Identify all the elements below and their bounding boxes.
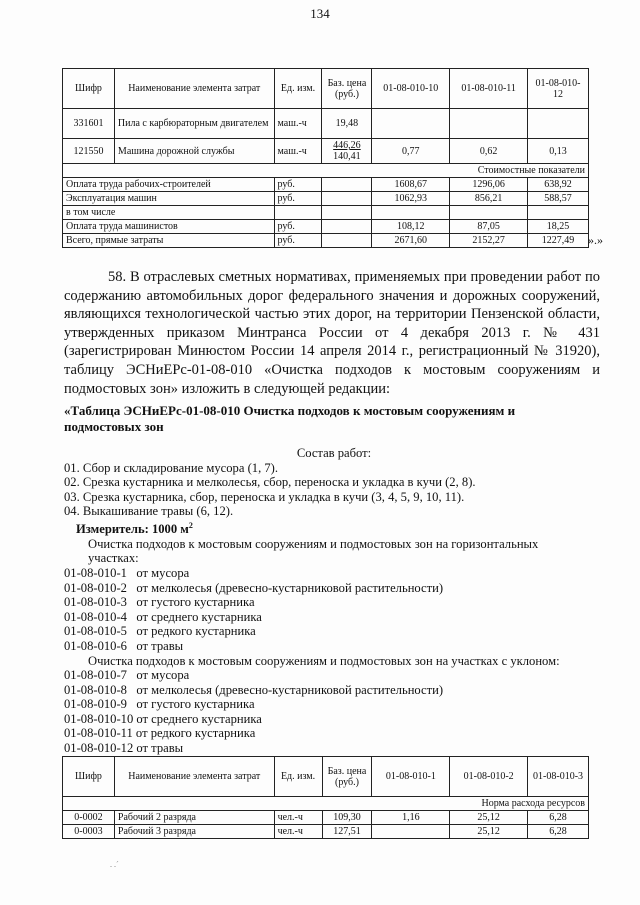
header-name: Наименование элемента затрат: [114, 69, 274, 109]
section-label: Норма расхода ресурсов: [63, 797, 589, 811]
table-row: Оплата труда машинистов руб. 108,12 87,05 18,25: [63, 220, 589, 234]
list-item: 01. Сбор и складирование мусора (1, 7).: [64, 460, 279, 475]
work-description: [64, 446, 604, 756]
list-item: 03. Срезка кустарника, сбор, переноска и укладка в кучи (3, 4, 5, 9, 10, 11).: [64, 489, 465, 504]
amendment-paragraph: 58. В отраслевых сметных нормативах, применяемых при проведении работ по содержанию автомобильных дорог федерального значения и дорожных сооружений, являющихся технологической частью этих дорог, на территории Пензенской области, утвержденных приказом Минтранса России от 4 декабря 2013 г. № 431 (зарегистрирован Минюстом России 14 апреля 2014 г., регистрационный № 31920), таблицу ЭСНиЕРс-01-08-010 «Очистка подходов к мостовым сооружениям и подмостовых зон» изложить в следующей редакции:: [64, 269, 600, 397]
list-item: 01-08-010-11 от редкого кустарника: [64, 726, 256, 741]
list-item: 01-08-010-8 от мелколесья (древесно-кустарниковой растительности): [64, 682, 444, 697]
group1-title-cont: участках:: [88, 551, 139, 566]
header-col1: 01-08-010-10: [372, 69, 450, 109]
page-number: 134: [310, 6, 330, 21]
list-item: 02. Срезка кустарника и мелколесья, сбор, переноска и укладка в кучи (2, 8).: [64, 475, 476, 490]
list-item: 01-08-010-4 от среднего кустарника: [64, 609, 262, 624]
header-col1: 01-08-010-1: [372, 757, 450, 797]
list-item: 01-08-010-12 от травы: [64, 741, 184, 756]
list-item: 01-08-010-3 от густого кустарника: [64, 595, 255, 610]
table-row: в том числе: [63, 206, 589, 220]
header-name: Наименование элемента затрат: [114, 757, 274, 797]
table-row: Эксплуатация машин руб. 1062,93 856,21 588,57: [63, 192, 589, 206]
list-item: 01-08-010-6 от травы: [64, 638, 184, 653]
header-unit: Ед. изм.: [274, 69, 322, 109]
top-resource-table: [62, 68, 589, 248]
header-code: Шифр: [63, 69, 115, 109]
meter-label: Измеритель: 1000 $м^2$: [76, 520, 193, 537]
closing-quote: ».»: [588, 233, 603, 247]
header-col2: 01-08-010-11: [450, 69, 528, 109]
list-item: 01-08-010-7 от мусора: [64, 668, 190, 683]
table-row: Всего, прямые затраты руб. 2671,60 2152,27 1227,49: [63, 234, 589, 248]
table-row: 121550 Машина дорожной службы маш.-ч 446,26 140,41 0,77 0,62 0,13: [63, 139, 589, 164]
header-col3: 01-08-010-12: [528, 69, 589, 109]
header-col2: 01-08-010-2: [450, 757, 528, 797]
group2-title: Очистка подходов к мостовым сооружениям и подмостовых зон на участках с уклоном:: [88, 653, 560, 668]
table-row: 0-0003 Рабочий 3 разряда чел.-ч 127,51 25,12 6,28: [63, 825, 589, 839]
header-code: Шифр: [63, 757, 115, 797]
table-title: «Таблица ЭСНиЕРс-01-08-010 Очистка подходов к мостовым сооружениям и подмостовых зон: [64, 403, 516, 434]
bottom-resource-table: [62, 756, 589, 839]
list-item: 01-08-010-1 от мусора: [64, 565, 190, 580]
table-row: 0-0002 Рабочий 2 разряда чел.-ч 109,30 1,16 25,12 6,28: [63, 811, 589, 825]
list-item: 01-08-010-2 от мелколесья (древесно-кустарниковой растительности): [64, 580, 444, 595]
table-row: Оплата труда рабочих-строителей руб. 1608,67 1296,06 638,92: [63, 178, 589, 192]
header-unit: Ед. изм.: [274, 757, 322, 797]
composition-title: Состав работ:: [296, 446, 372, 460]
scan-marks: . .´: [110, 860, 119, 869]
list-item: 01-08-010-9 от густого кустарника: [64, 697, 255, 712]
list-item: 01-08-010-5 от редкого кустарника: [64, 624, 256, 639]
header-col3: 01-08-010-3: [528, 757, 589, 797]
group1-title: Очистка подходов к мостовым сооружениям и подмостовых зон на горизонтальных: [88, 536, 539, 551]
header-price: Баз. цена (руб.): [322, 69, 372, 109]
header-price: Баз. цена (руб.): [322, 757, 372, 797]
table-row: 331601 Пила с карбюраторным двигателем маш.-ч 19,48: [63, 109, 589, 139]
list-item: 01-08-010-10 от среднего кустарника: [64, 711, 262, 726]
section-label: Стоимостные показатели: [63, 164, 589, 178]
list-item: 04. Выкашивание травы (6, 12).: [64, 504, 234, 519]
